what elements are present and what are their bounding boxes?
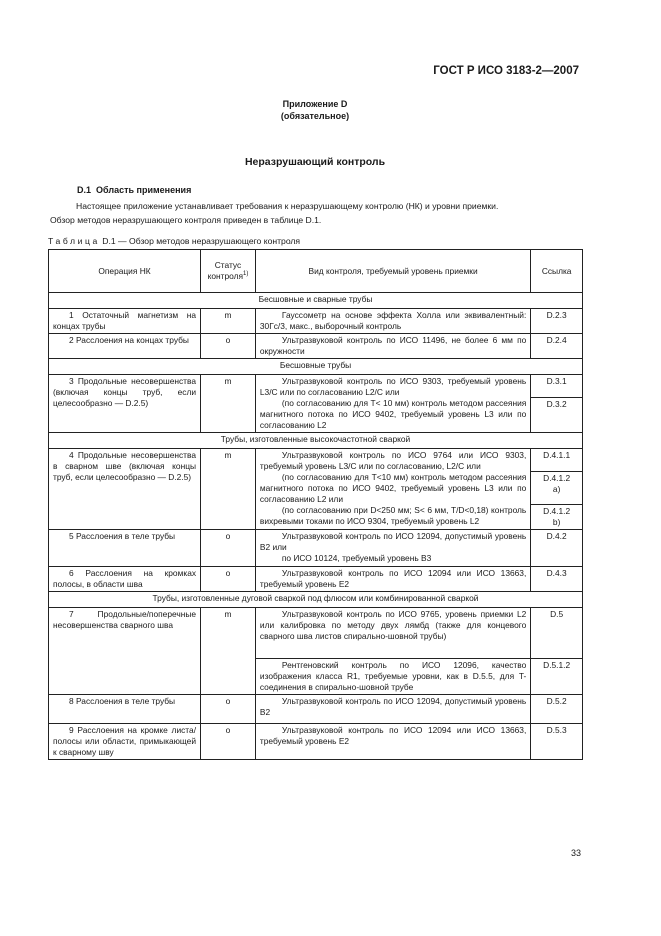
method-text: Ультразвуковой контроль по ИСО 9303, требуемый уровень L3/C или по согласованию L2/C или [259, 376, 527, 397]
method-text: Ультразвуковой контроль по ИСО 9764 или ИСО 9303, требуемый уровень L3/C или по согласованию, L2/C или [259, 450, 527, 471]
operation-cell [49, 334, 201, 359]
reference-cell [531, 472, 583, 505]
reference-cell: D.4.3 [531, 567, 583, 592]
table-caption-label: Таблица [48, 236, 100, 246]
method-cell: Ультразвуковой контроль по ИСО 12094, допустимый уровень B2 [255, 695, 530, 724]
header-reference: Ссылка [531, 250, 583, 293]
operation-cell [49, 375, 201, 433]
status-cell: m [201, 449, 256, 530]
reference-text: D.4.1.2 [543, 473, 571, 483]
footnote-marker: 1) [243, 271, 249, 277]
row-number: 9 [69, 725, 74, 735]
table-row [49, 449, 583, 472]
row-number: 7 [69, 609, 74, 619]
table-caption-text: D.1 — Обзор методов неразрушающего контроля [102, 236, 301, 246]
annex-status: (обязательное) [280, 111, 350, 121]
table-row [49, 375, 583, 398]
table-row [49, 567, 583, 592]
status-cell: o [201, 695, 256, 724]
reference-cell: D.4.2 [531, 530, 583, 567]
status-cell: o [201, 567, 256, 592]
status-cell: o [201, 334, 256, 359]
annex-title: Приложение D [282, 99, 348, 109]
row-number: 2 [69, 335, 74, 345]
row-number: 6 [69, 568, 74, 578]
status-cell: o [201, 724, 256, 760]
table-row [49, 608, 583, 659]
group-label: Трубы, изготовленные высокочастотной сваркой [49, 433, 583, 449]
table-row [49, 334, 583, 359]
method-cell: Ультразвуковой контроль по ИСО 12094 или ИСО 13663, требуемый уровень E2 [255, 567, 530, 592]
row-number: 8 [69, 696, 74, 706]
method-cell: Гауссометр на основе эффекта Холла или эквивалентный: 30Гс/3, макс., выборочный контроль [255, 309, 530, 334]
table-row [49, 724, 583, 760]
operation-text: Расслоения в теле трубы [76, 531, 176, 541]
intro-paragraph-1: Настоящее приложение устанавливает требования к неразрушающему контролю (НК) и уровни приемки. [76, 201, 499, 211]
table-header-row [49, 250, 583, 293]
table-row [49, 695, 583, 724]
reference-text: a) [552, 484, 561, 494]
operation-text: Расслоения в теле трубы [76, 696, 176, 706]
reference-cell: D.5 [531, 608, 583, 659]
reference-cell: D.5.1.2 [531, 659, 583, 695]
operation-text: Остаточный магнетизм на концах трубы [53, 310, 197, 331]
header-status-line2 [205, 271, 251, 282]
table-row [49, 309, 583, 334]
row-number: 5 [69, 531, 74, 541]
reference-cell: D.2.4 [531, 334, 583, 359]
operation-cell [49, 608, 201, 695]
section-number: D.1 [77, 185, 92, 195]
document-code: ГОСТ Р ИСО 3183-2—2007 [433, 65, 579, 77]
operation-cell [49, 449, 201, 530]
header-status-line1: Статус [214, 260, 242, 270]
operation-text: Расслоения на кромках полосы, в области шва [53, 568, 197, 589]
method-cell: Ультразвуковой контроль по ИСО 12094 или ИСО 13663, требуемый уровень E2 [255, 724, 530, 760]
operation-text: Продольные/поперечные несовершенства сварного шва [53, 609, 197, 630]
ndt-overview-table [48, 249, 583, 760]
intro-paragraph-2: Обзор методов неразрушающего контроля приведен в таблице D.1. [50, 215, 322, 225]
group-row [49, 359, 583, 375]
row-number: 1 [69, 310, 74, 320]
operation-text: Расслоения на концах трубы [76, 335, 189, 345]
group-label: Трубы, изготовленные дуговой сваркой под флюсом или комбинированной сваркой [49, 592, 583, 608]
status-cell: m [201, 375, 256, 433]
header-status-text: контроля [207, 271, 243, 281]
status-cell: m [201, 608, 256, 695]
method-cell: Рентгеновский контроль по ИСО 12096, качество изображения класса R1, требуемые уровни, как в D.5.5, для T-соединения в спирально-шовной трубе [255, 659, 530, 695]
reference-text: D.4.1.2 [543, 506, 571, 516]
operation-text: Продольные несовершенства (включая концы труб, если целесообразно — D.2.5) [53, 376, 197, 408]
method-text: (по согласованию при D<250 мм; S< 6 мм, T/D<0,18) контроль вихревыми токами по ИСО 9304, требуемый уровень L2 [259, 505, 527, 526]
reference-cell: D.3.2 [531, 398, 583, 433]
row-number: 4 [69, 450, 74, 460]
method-cell [255, 449, 530, 530]
method-text: по ИСО 10124, требуемый уровень B3 [281, 553, 432, 563]
reference-cell: D.5.2 [531, 695, 583, 724]
group-row [49, 433, 583, 449]
operation-cell [49, 309, 201, 334]
group-label: Бесшовные трубы [49, 359, 583, 375]
reference-cell [531, 505, 583, 530]
operation-cell [49, 724, 201, 760]
group-row [49, 293, 583, 309]
reference-cell: D.4.1.1 [531, 449, 583, 472]
header-method: Вид контроля, требуемый уровень приемки [255, 250, 530, 293]
annex-heading [0, 98, 630, 122]
table-row [49, 530, 583, 567]
header-status [201, 250, 256, 293]
operation-cell [49, 530, 201, 567]
section-title: Область применения [96, 185, 192, 195]
operation-cell [49, 695, 201, 724]
method-text: Ультразвуковой контроль по ИСО 12094, допустимый уровень B2 или [259, 531, 527, 552]
intro-text [50, 199, 583, 227]
group-row [49, 592, 583, 608]
operation-text: Продольные несовершенства в сварном шве (включая концы труб, если целесообразно — D.2.5) [53, 450, 197, 482]
table-caption [48, 236, 300, 246]
page-number: 33 [570, 848, 581, 858]
reference-cell: D.3.1 [531, 375, 583, 398]
reference-text: b) [552, 517, 561, 527]
method-cell [255, 375, 530, 433]
method-text: (по согласованию для T< 10 мм) контроль методом рассеяния магнитного потока по ИСО 9402, требуемый уровень L3 или по согласованию L2 [259, 398, 527, 430]
reference-cell: D.5.3 [531, 724, 583, 760]
method-cell: Ультразвуковой контроль по ИСО 11496, не более 6 мм по окружности [255, 334, 530, 359]
page-title: Неразрушающий контроль [244, 156, 386, 168]
method-cell: Ультразвуковой контроль по ИСО 9765, уровень приемки L2 или калибровка по методу двух лямбд (также для концевого сварного шва листов спирально-шовной трубы) [255, 608, 530, 659]
method-cell [255, 530, 530, 567]
group-label: Бесшовные и сварные трубы [49, 293, 583, 309]
status-cell: m [201, 309, 256, 334]
method-text: (по согласованию для T<10 мм) контроль методом рассеяния магнитного потока по ИСО 9402, требуемый уровень L3 или по согласованию L2 или [259, 472, 527, 504]
reference-cell: D.2.3 [531, 309, 583, 334]
header-operation: Операция НК [49, 250, 201, 293]
section-heading [77, 185, 191, 195]
operation-cell [49, 567, 201, 592]
row-number: 3 [69, 376, 74, 386]
operation-text: Расслоения на кромке листа/полосы или области, примыкающей к сварному шву [53, 725, 197, 757]
status-cell: o [201, 530, 256, 567]
